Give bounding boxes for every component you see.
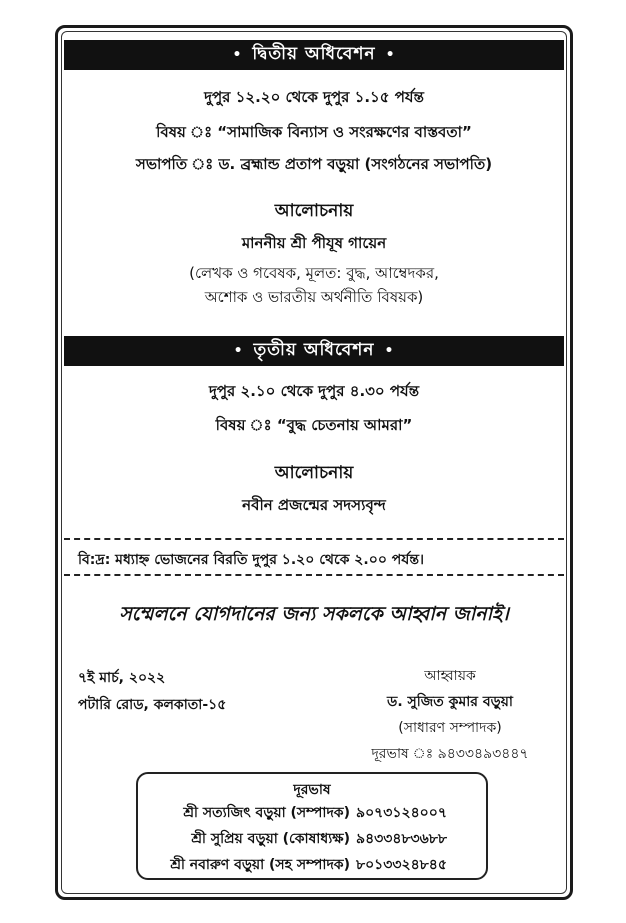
- contact-name: শ্রী সুপ্রিয় বড়ুয়া (কোষাধ্যক্ষ): [191, 831, 350, 847]
- session2-heading: দ্বিতীয় অধিবেশন: [252, 44, 376, 64]
- address: পটারি রোড, কলকাতা-১৫: [78, 697, 227, 713]
- contact-phone: ৮০১৩৩২৪৮৪৫: [356, 857, 447, 873]
- contact-title: দূরভাষ: [293, 782, 331, 798]
- convener-role: (সাধারণ সম্পাদক): [398, 720, 502, 736]
- date: ৭ই মার্চ, ২০২২: [78, 670, 166, 686]
- session2-speaker-desc-2: অশোক ও ভারতীয় অর্থনীতি বিষয়ক): [204, 288, 424, 306]
- contact-name: শ্রী নবারুণ বড়ুয়া (সহ সম্পাদক): [170, 857, 350, 873]
- bullet-icon: •: [384, 343, 395, 359]
- contact-name: শ্রী সত্যজিৎ বড়ুয়া (সম্পাদক): [183, 805, 350, 821]
- bullet-icon: •: [233, 343, 244, 359]
- session2-speaker-desc-1: (লেখক ও গবেষক, মূলত: বুদ্ধ, আম্বেদকর,: [189, 264, 439, 282]
- session2-topic: বিষয় ঃ “সামাজিক বিন্যাস ও সংরক্ষণের বাস্তবতা”: [156, 123, 472, 141]
- invitation-text: সম্মেলনে যোগদানের জন্য সকলকে আহ্বান জানাই।: [119, 603, 509, 625]
- session2-time: দুপুর ১২.২০ থেকে দুপুর ১.১৫ পর্যন্ত: [204, 88, 424, 106]
- convener-label: আহ্বায়ক: [424, 668, 476, 684]
- session3-discussion-label: আলোচনায়: [274, 463, 354, 483]
- session2-chair: সভাপতি ঃ ড. ব্রহ্মান্ড প্রতাপ বড়ুয়া (সংগঠনের সভাপতি): [135, 155, 493, 173]
- contact-row: [136, 801, 476, 825]
- dashed-divider-bottom: [64, 574, 564, 576]
- convener-phone: দূরভাষ ঃ ৯৪৩৩৪৯৩৪৪৭: [371, 746, 529, 762]
- session3-heading-band: [64, 336, 564, 366]
- bullet-icon: •: [232, 47, 243, 63]
- session3-speakers: নবীন প্রজন্মের সদস্যবৃন্দ: [242, 496, 386, 514]
- session2-discussion-label: আলোচনায়: [274, 201, 354, 221]
- contact-phone: ৯৪৩৩৪৮৩৬৮৮: [356, 831, 447, 847]
- contact-phone: ৯০৭৩১২৪০০৭: [356, 805, 447, 821]
- convener-name: ড. সুজিত কুমার বড়ুয়া: [387, 694, 513, 710]
- session2-speaker: মাননীয় শ্রী পীযূষ গায়েন: [241, 234, 387, 252]
- session2-heading-band: [64, 40, 564, 70]
- dashed-divider-top: [64, 538, 564, 540]
- contact-row: [136, 827, 476, 851]
- session3-time: দুপুর ২.১০ থেকে দুপুর ৪.৩০ পর্যন্ত: [208, 382, 420, 400]
- session3-topic: বিষয় ঃ “বুদ্ধ চেতনায় আমরা”: [215, 416, 413, 434]
- contact-row: [136, 853, 476, 877]
- lunch-break-note: বি:দ্র: মধ্যাহ্ন ভোজনের বিরতি দুপুর ১.২০ থেকে ২.০০ পর্যন্ত।: [78, 552, 425, 568]
- bullet-icon: •: [385, 47, 396, 63]
- session3-heading: তৃতীয় অধিবেশন: [253, 340, 375, 360]
